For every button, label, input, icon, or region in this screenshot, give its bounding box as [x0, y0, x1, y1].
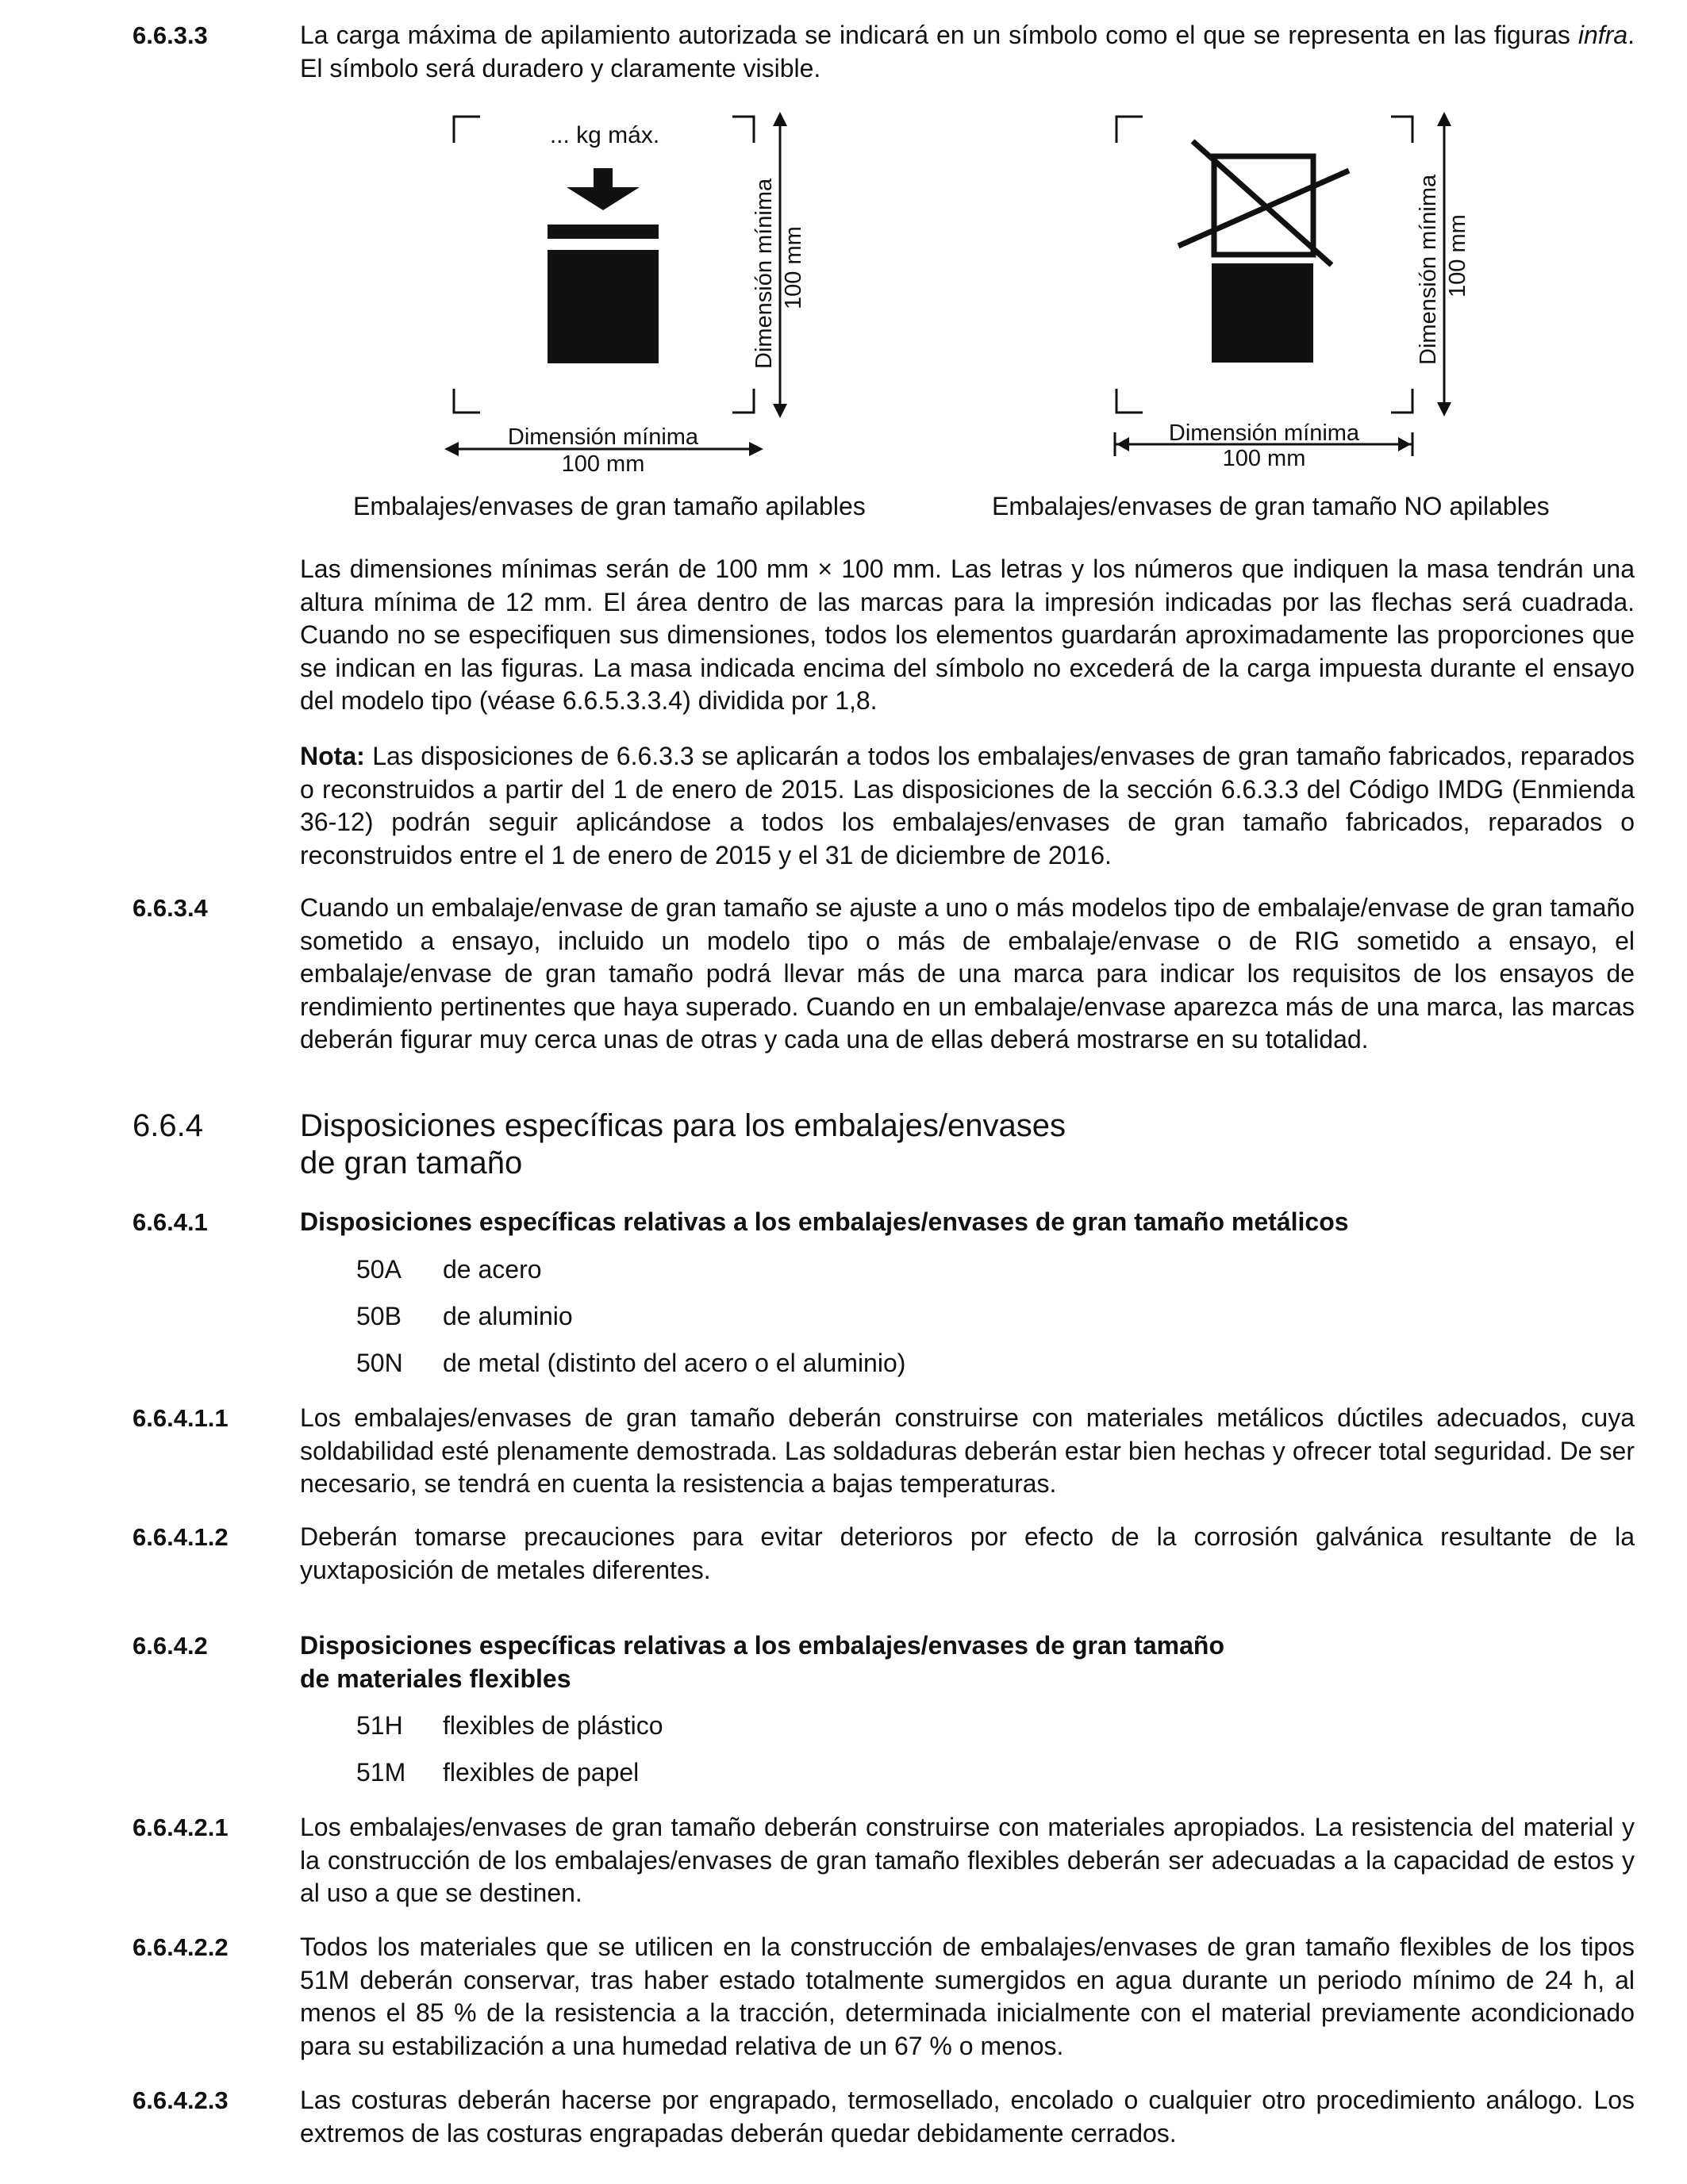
section-title-664: Disposiciones específicas para los embalajes/envases de gran tamaño	[300, 1108, 1066, 1180]
section-number-66422: 6.6.4.2.2	[133, 1933, 229, 1961]
vertical-dimension-label-1: Dimensión mínima	[1416, 174, 1441, 365]
section-number-66421: 6.6.4.2.1	[133, 1814, 229, 1841]
crossed-box-icon	[1178, 141, 1349, 265]
section-text-66412: Deberán tomarse precauciones para evitar deterioros por efecto de la corrosión galvánica resultante de la yuxtaposición de metales diferentes.	[300, 1522, 1635, 1584]
code-description: de metal (distinto del acero o el aluminio)	[443, 1349, 906, 1377]
section-number-6641: 6.6.4.1	[133, 1208, 208, 1236]
horizontal-dimension-label-1: Dimensión mínima	[507, 424, 699, 450]
caption-stackable: Embalajes/envases de gran tamaño apilables	[353, 492, 866, 520]
note-label: Nota:	[300, 742, 365, 770]
code-item: 51H	[356, 1711, 403, 1740]
note-paragraph	[300, 740, 1635, 872]
paragraph-dimensions: Las dimensiones mínimas serán de 100 mm × 100 mm. Las letras y los números que indiquen la masa tendrán una altura mínima de 12 mm. El área dentro de las marcas para la impresión indicadas por las flechas será cuadrada. Cuando no se especifiquen sus dimensiones, todos los elementos guardarán aproximadamente las proporciones que se indican en las figuras. La masa indicada encima del símbolo no excederá de la carga impuesta durante el ensayo del modelo tipo (véase 6.6.5.3.3.4) dividida por 1,8.	[300, 555, 1635, 715]
vertical-dimension-label-2: 100 mm	[781, 226, 806, 309]
section-text-66423: Las costuras deberán hacerse por engrapado, termosellado, encolado o cualquier otro procedimiento análogo. Los extremos de las costuras engrapadas deberán quedar debidamente cerrados.	[300, 2086, 1635, 2148]
section-number-66412: 6.6.4.1.2	[133, 1523, 229, 1551]
section-number-6633: 6.6.3.3	[133, 21, 208, 49]
figure-stackable-symbol	[444, 107, 806, 477]
horizontal-dimension-label-1: Dimensión mínima	[1168, 420, 1360, 446]
package-block-icon	[1212, 263, 1313, 363]
vertical-dimension-label-2: 100 mm	[1445, 214, 1470, 297]
horizontal-dimension-label-2: 100 mm	[1222, 446, 1306, 471]
section-text-66411: Los embalajes/envases de gran tamaño deberán construirse con materiales metálicos dúctiles adecuados, cuya soldabilidad esté plenamente demostrada. Las soldaduras deberán estar bien hechas y ofrecer total seguridad. De ser necesario, se tendrá en cuenta la resistencia a bajas temperaturas.	[300, 1403, 1635, 1498]
figure-not-stackable-symbol	[1107, 107, 1470, 472]
code-description: de aluminio	[443, 1302, 573, 1330]
note-text: Las disposiciones de 6.6.3.3 se aplicarán a todos los embalajes/envases de gran tamaño fabricados, reparados o reconstruidos a partir del 1 de enero de 2015. Las disposiciones de la sección 6.6.3.3 del Código IMDG (Enmienda 36-12) podrán seguir aplicándose a todos los embalajes/envases de gran tamaño fabricados, reparados o reconstruidos entre el 1 de enero de 2015 y el 31 de diciembre de 2016.	[300, 742, 1635, 869]
section-title-6641: Disposiciones específicas relativas a los embalajes/envases de gran tamaño metálicos	[300, 1207, 1349, 1236]
code-description: flexibles de plástico	[443, 1711, 663, 1740]
section-text-66422: Todos los materiales que se utilicen en la construcción de embalajes/envases de gran tamaño flexibles de los tipos 51M deberán conservar, tras haber estado totalmente sumergidos en agua durante un periodo mínimo de 24 h, al menos el 85 % de la resistencia a la tracción, determinada inicialmente con el material previamente acondicionado para su estabilización a una humedad relativa de un 67 % o menos.	[300, 1933, 1635, 2060]
code-description: de acero	[443, 1255, 542, 1284]
section-text-66421: Los embalajes/envases de gran tamaño deberán construirse con materiales apropiados. La resistencia del material y la construcción de los embalajes/envases de gran tamaño flexibles deberán ser adecuadas a la capacidad de estos y al uso a que se destinen.	[300, 1813, 1635, 1907]
down-arrow-icon	[567, 168, 640, 210]
code-item: 51M	[356, 1758, 406, 1787]
code-item: 50N	[356, 1349, 403, 1377]
section-number-6634: 6.6.3.4	[133, 894, 208, 922]
code-item: 50B	[356, 1302, 402, 1330]
section-number-6642: 6.6.4.2	[133, 1632, 208, 1660]
horizontal-dimension-label-2: 100 mm	[561, 451, 645, 477]
vertical-dimension-label-1: Dimensión mínima	[751, 178, 777, 369]
code-item: 50A	[356, 1255, 402, 1284]
section-number-66423: 6.6.4.2.3	[133, 2086, 229, 2114]
section-text-6633: La carga máxima de apilamiento autorizada se indicará en un símbolo como el que se representa en las figuras infra. El símbolo será duradero y claramente visible.	[300, 21, 1635, 83]
kg-max-label: ... kg máx.	[549, 122, 660, 148]
package-block-icon	[548, 250, 659, 363]
section-number-664: 6.6.4	[133, 1108, 203, 1143]
code-description: flexibles de papel	[443, 1758, 640, 1787]
caption-not-stackable: Embalajes/envases de gran tamaño NO apilables	[992, 492, 1550, 520]
section-title-6642: Disposiciones específicas relativas a los embalajes/envases de gran tamaño de materiales flexibles	[300, 1631, 1225, 1693]
load-bar-icon	[548, 225, 659, 239]
section-number-66411: 6.6.4.1.1	[133, 1404, 229, 1432]
section-text-6634: Cuando un embalaje/envase de gran tamaño se ajuste a uno o más modelos tipo de embalaje/envase de gran tamaño sometido a ensayo, incluido un modelo tipo o más de embalaje/envase o de RIG sometido a ensayo, el embalaje/envase de gran tamaño podrá llevar más de una marca para indicar los requisitos de los ensayos de rendimiento pertinentes que haya superado. Cuando en un embalaje/envase aparezca más de una marca, las marcas deberán figurar muy cerca unas de otras y cada una de ellas deberá mostrarse en su totalidad.	[300, 893, 1635, 1054]
